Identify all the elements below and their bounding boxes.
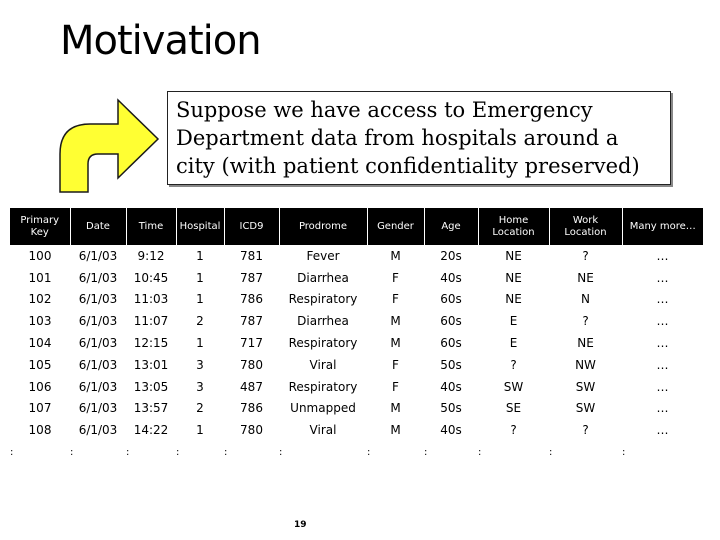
table-cell: 40s bbox=[440, 423, 462, 438]
table-cell: NW bbox=[575, 357, 596, 372]
table-row bbox=[10, 354, 703, 376]
table-cell: 6/1/03 bbox=[78, 292, 118, 307]
column-header: Work Location bbox=[549, 208, 622, 245]
table-row bbox=[10, 376, 703, 398]
table-row bbox=[10, 332, 703, 354]
table-cell: Unmapped bbox=[290, 401, 356, 416]
table-cell: 6/1/03 bbox=[78, 401, 118, 416]
table-cell: 6/1/03 bbox=[78, 379, 118, 394]
table-cell: SW bbox=[575, 401, 596, 416]
table-cell: F bbox=[392, 292, 399, 307]
table-cell: 717 bbox=[240, 336, 263, 351]
table-row bbox=[10, 398, 703, 420]
table-cell: … bbox=[656, 292, 669, 307]
column-header: Date bbox=[70, 208, 126, 245]
column-header: Many more… bbox=[622, 208, 703, 245]
table-cell: F bbox=[392, 357, 399, 372]
table-cell: 11:07 bbox=[133, 314, 169, 329]
table-cell: … bbox=[656, 270, 669, 285]
table-cell: M bbox=[390, 314, 401, 329]
table-cell: 13:05 bbox=[133, 379, 169, 394]
table-cell: F bbox=[392, 379, 399, 394]
table-row bbox=[10, 310, 703, 332]
table-cell: Fever bbox=[306, 248, 340, 263]
table-cell: Diarrhea bbox=[297, 270, 349, 285]
curved-arrow-icon bbox=[56, 94, 166, 194]
continuation-mark: : bbox=[126, 446, 130, 458]
continuation-mark: : bbox=[424, 446, 428, 458]
table-cell: NE bbox=[505, 292, 522, 307]
table-cell: 60s bbox=[440, 336, 462, 351]
table-cell: 11:03 bbox=[133, 292, 169, 307]
table-cell: 786 bbox=[240, 292, 263, 307]
column-header: Age bbox=[424, 208, 478, 245]
table-cell: 104 bbox=[28, 336, 52, 351]
table-cell: 100 bbox=[28, 248, 52, 263]
table-cell: 1 bbox=[196, 336, 204, 351]
table-cell: SE bbox=[505, 401, 522, 416]
table-cell: 50s bbox=[440, 357, 462, 372]
table-cell: … bbox=[656, 423, 669, 438]
table-cell: … bbox=[656, 248, 669, 263]
table-cell: 780 bbox=[240, 357, 263, 372]
table-cell: NE bbox=[505, 270, 522, 285]
table-cell: 1 bbox=[196, 292, 204, 307]
table-cell: M bbox=[390, 423, 401, 438]
continuation-mark: : bbox=[224, 446, 228, 458]
table-cell: 40s bbox=[440, 379, 462, 394]
table-cell: 10:45 bbox=[133, 270, 169, 285]
column-header: Gender bbox=[367, 208, 424, 245]
table-cell: 1 bbox=[196, 248, 204, 263]
table-cell: 6/1/03 bbox=[78, 248, 118, 263]
table-header-row bbox=[10, 208, 703, 245]
table-cell: 102 bbox=[28, 292, 52, 307]
table-cell: ? bbox=[582, 423, 589, 438]
table-cell: 13:57 bbox=[133, 401, 169, 416]
table-cell: Viral bbox=[309, 357, 337, 372]
table-cell: 106 bbox=[28, 379, 52, 394]
table-cell: NE bbox=[505, 248, 522, 263]
table-cell: 6/1/03 bbox=[78, 336, 118, 351]
table-cell: F bbox=[392, 270, 399, 285]
table-cell: 786 bbox=[240, 401, 263, 416]
table-cell: ? bbox=[582, 314, 589, 329]
table-cell: 101 bbox=[28, 270, 52, 285]
table-cell: 60s bbox=[440, 292, 462, 307]
table-cell: 780 bbox=[240, 423, 263, 438]
table-cell: Respiratory bbox=[288, 379, 358, 394]
continuation-row bbox=[10, 441, 703, 463]
table-cell: … bbox=[656, 379, 669, 394]
table-cell: E bbox=[509, 314, 518, 329]
table-cell: Viral bbox=[309, 423, 337, 438]
column-header: Primary Key bbox=[10, 208, 70, 245]
column-header: Home Location bbox=[478, 208, 549, 245]
table-cell: 3 bbox=[196, 379, 204, 394]
table-cell: Respiratory bbox=[288, 292, 358, 307]
table-cell: Respiratory bbox=[288, 336, 358, 351]
table-cell: 40s bbox=[440, 270, 462, 285]
table-row bbox=[10, 245, 703, 267]
table-cell: 1 bbox=[196, 270, 204, 285]
table-cell: 787 bbox=[240, 314, 263, 329]
table-cell: 787 bbox=[240, 270, 263, 285]
table-cell: E bbox=[509, 336, 518, 351]
table-cell: 2 bbox=[196, 314, 204, 329]
table-cell: ? bbox=[582, 248, 589, 263]
table-cell: NE bbox=[577, 270, 594, 285]
table-cell: Diarrhea bbox=[297, 314, 349, 329]
continuation-mark: : bbox=[176, 446, 180, 458]
column-header: Time bbox=[126, 208, 176, 245]
continuation-mark: : bbox=[622, 446, 626, 458]
table-cell: NE bbox=[577, 336, 594, 351]
continuation-mark: : bbox=[367, 446, 371, 458]
table-cell: … bbox=[656, 357, 669, 372]
table-cell: 14:22 bbox=[133, 423, 169, 438]
table-cell: 13:01 bbox=[133, 357, 169, 372]
emergency-data-table bbox=[10, 208, 703, 463]
table-cell: … bbox=[656, 336, 669, 351]
table-cell: 60s bbox=[440, 314, 462, 329]
table-cell: 9:12 bbox=[137, 248, 165, 263]
table-cell: … bbox=[656, 401, 669, 416]
table-cell: 2 bbox=[196, 401, 204, 416]
table-cell: 107 bbox=[28, 401, 52, 416]
table-cell: SW bbox=[503, 379, 524, 394]
table-cell: 6/1/03 bbox=[78, 270, 118, 285]
table-cell: 105 bbox=[28, 357, 52, 372]
table-cell: 1 bbox=[196, 423, 204, 438]
table-cell: 6/1/03 bbox=[78, 423, 118, 438]
table-body bbox=[10, 245, 703, 463]
continuation-mark: : bbox=[279, 446, 283, 458]
column-header: ICD9 bbox=[224, 208, 279, 245]
page-number: 19 bbox=[294, 520, 307, 530]
table-row bbox=[10, 289, 703, 311]
callout-text: Suppose we have access to Emergency Department data from hospitals around a city (with patient confidentiality preserved) bbox=[176, 98, 640, 178]
column-header: Hospital bbox=[176, 208, 224, 245]
table-cell: ? bbox=[510, 357, 517, 372]
table-cell: 781 bbox=[240, 248, 263, 263]
table-row bbox=[10, 419, 703, 441]
table-cell: ? bbox=[510, 423, 517, 438]
table-cell: 20s bbox=[440, 248, 462, 263]
column-header: Prodrome bbox=[279, 208, 367, 245]
callout-box bbox=[167, 91, 671, 185]
table-cell: 487 bbox=[240, 379, 263, 394]
table-cell: SW bbox=[575, 379, 596, 394]
continuation-mark: : bbox=[549, 446, 553, 458]
table-cell: M bbox=[390, 401, 401, 416]
table-cell: 3 bbox=[196, 357, 204, 372]
table-cell: 6/1/03 bbox=[78, 314, 118, 329]
slide-title: Motivation bbox=[60, 18, 261, 64]
table-cell: 6/1/03 bbox=[78, 357, 118, 372]
table-row bbox=[10, 267, 703, 289]
table-cell: M bbox=[390, 248, 401, 263]
table-cell: N bbox=[581, 292, 590, 307]
continuation-mark: : bbox=[10, 446, 14, 458]
table-cell: … bbox=[656, 314, 669, 329]
continuation-mark: : bbox=[478, 446, 482, 458]
continuation-mark: : bbox=[70, 446, 74, 458]
table-cell: 103 bbox=[28, 314, 52, 329]
table-cell: 12:15 bbox=[133, 336, 169, 351]
table-cell: M bbox=[390, 336, 401, 351]
table-cell: 108 bbox=[28, 423, 52, 438]
table-cell: 50s bbox=[440, 401, 462, 416]
